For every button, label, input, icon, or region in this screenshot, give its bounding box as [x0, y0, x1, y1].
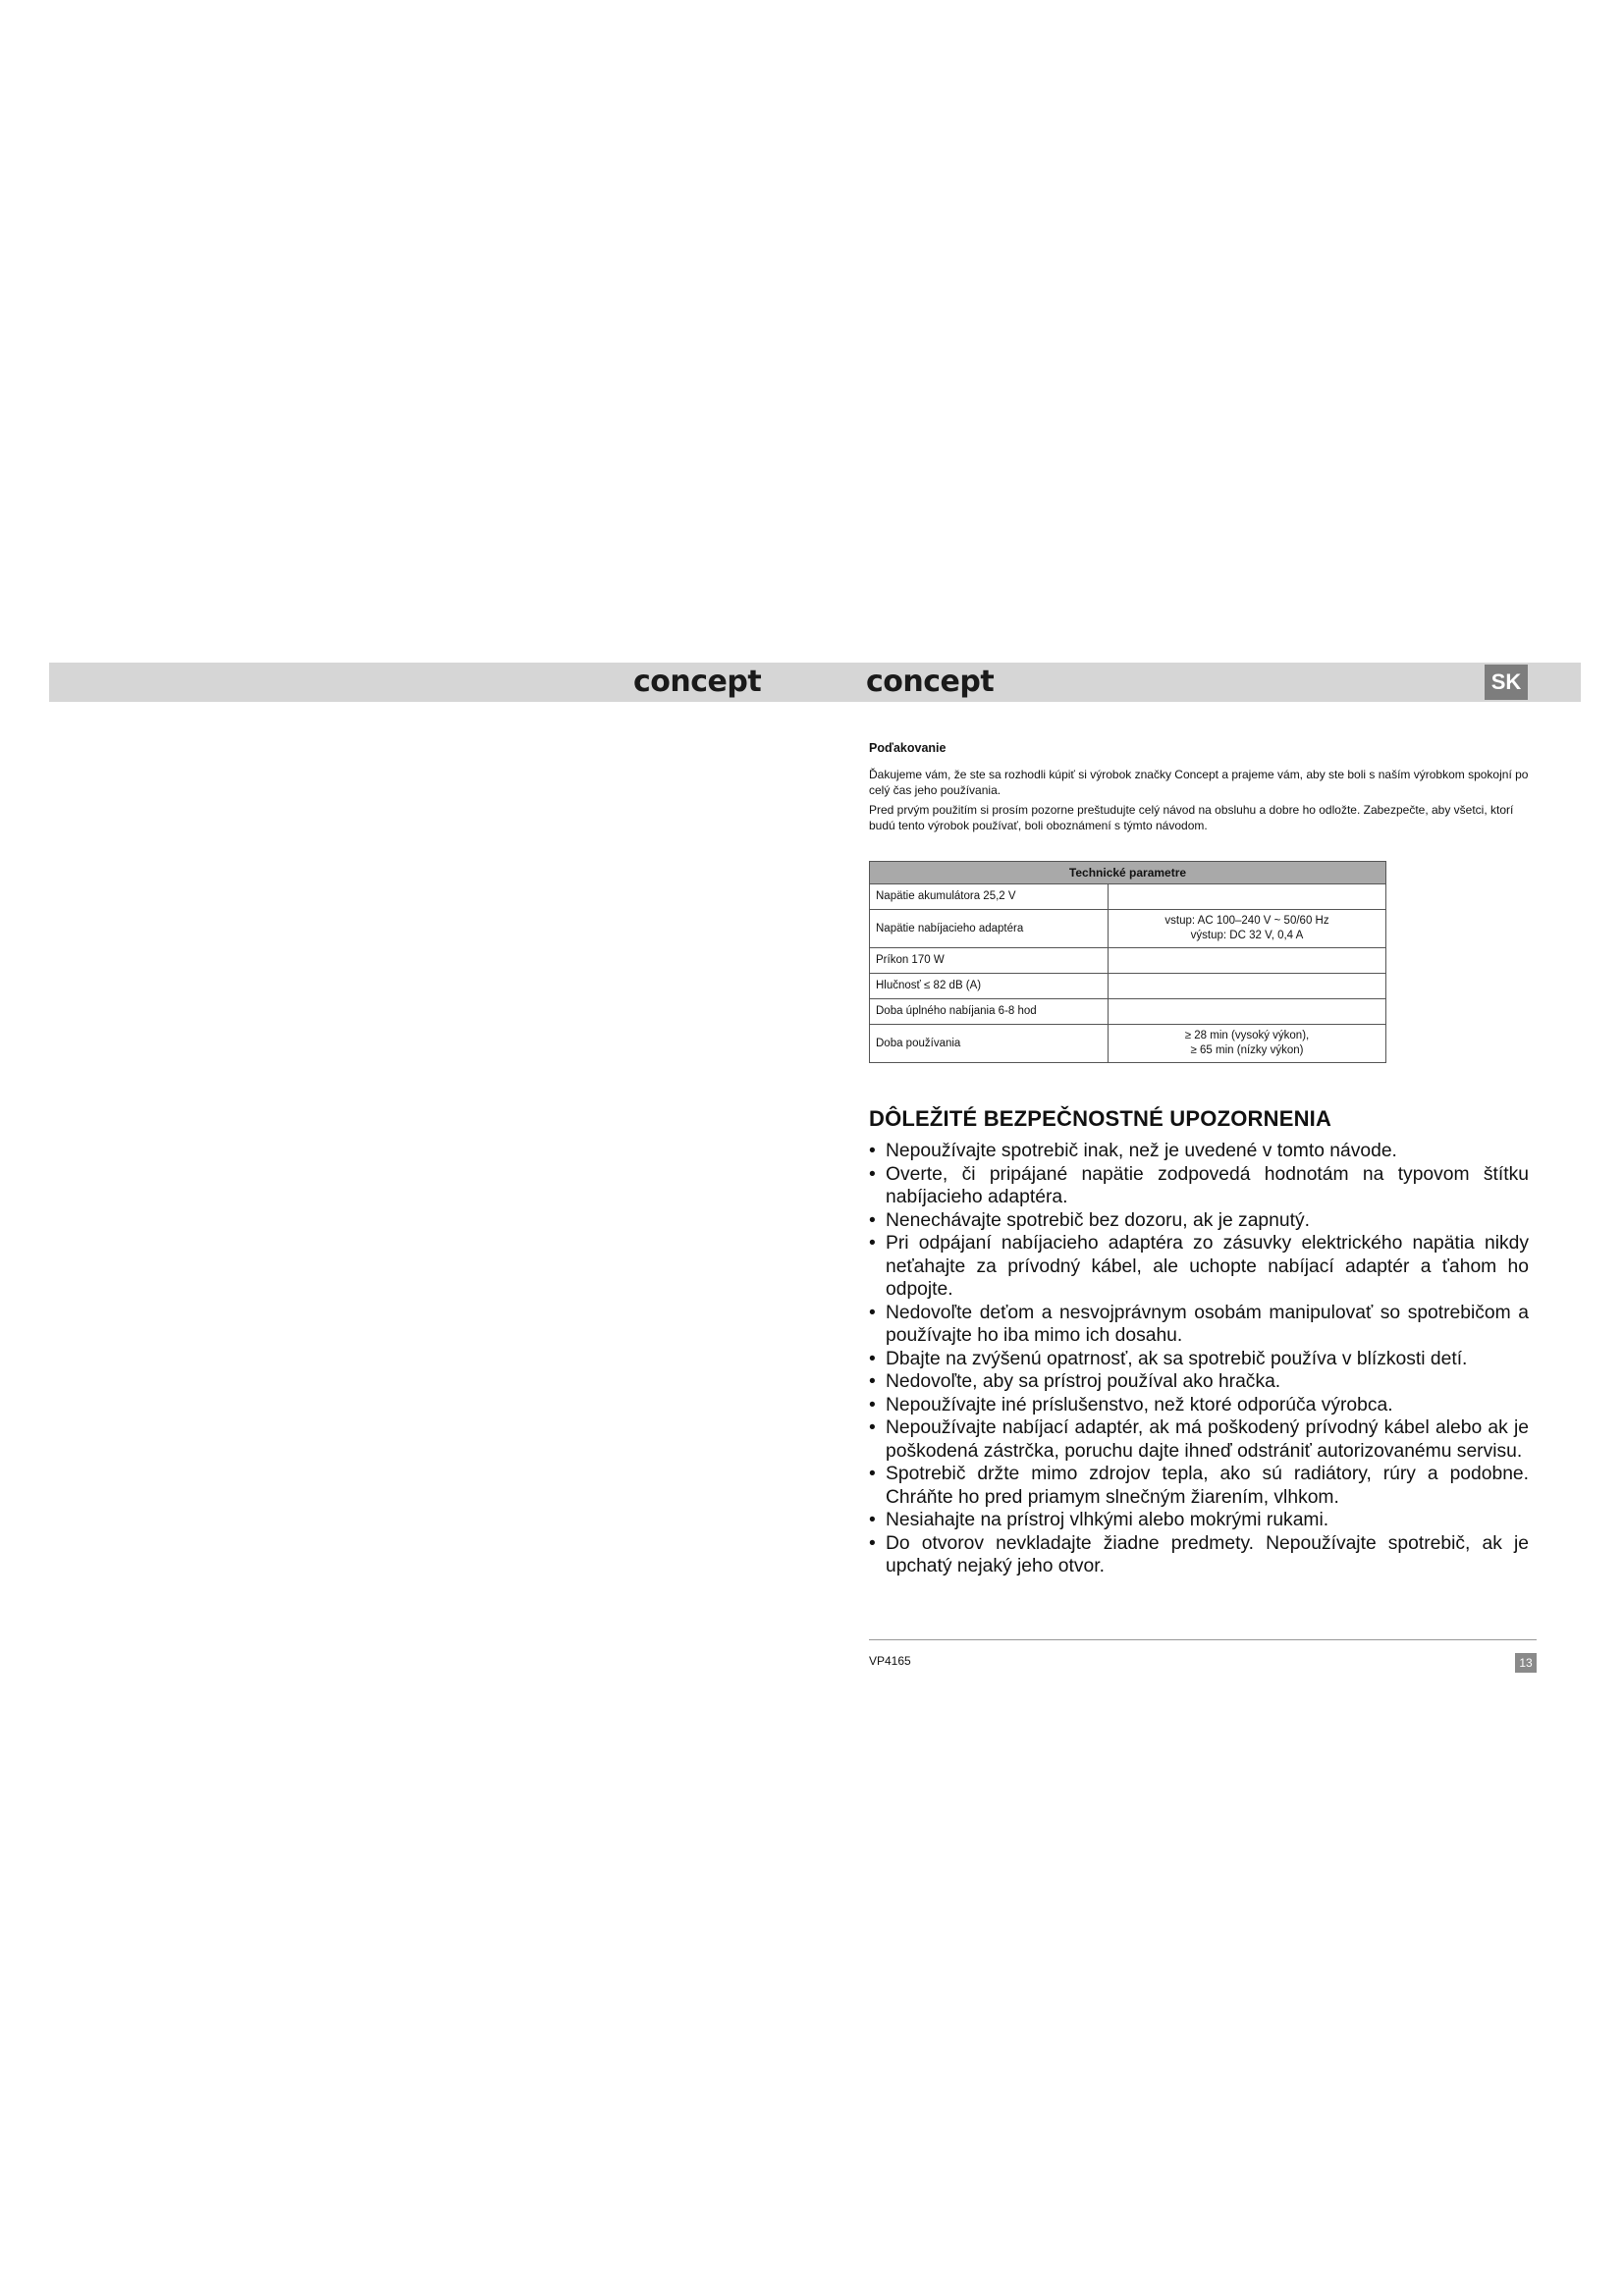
list-item: • Nesiahajte na prístroj vlhkými alebo mokrými rukami.	[869, 1509, 1529, 1532]
list-item: • Nepoužívajte spotrebič inak, než je uvedené v tomto návode.	[869, 1140, 1529, 1163]
page-content	[869, 731, 1529, 1578]
intro-paragraph: Pred prvým použitím si prosím pozorne preštudujte celý návod na obsluhu a dobre ho odložte. Zabezpečte, aby všetci, ktorí budú tento výrobok používať, boli oboznámení s týmto návodom.	[869, 803, 1514, 832]
table-row	[870, 910, 1386, 948]
spec-value: vstup: AC 100–240 V ~ 50/60 Hz výstup: DC 32 V, 0,4 A	[1109, 910, 1386, 948]
spec-value	[1109, 974, 1386, 999]
spec-label: Doba používania	[870, 1025, 1109, 1063]
spec-value	[1109, 884, 1386, 910]
list-item: • Do otvorov nevkladajte žiadne predmety. Nepoužívajte spotrebič, ak je upchatý nejaký jeho otvor.	[869, 1532, 1529, 1578]
safety-list	[869, 1140, 1529, 1578]
list-item: • Dbajte na zvýšenú opatrnosť, ak sa spotrebič používa v blízkosti detí.	[869, 1348, 1529, 1371]
list-item: • Overte, či pripájané napätie zodpovedá hodnotám na typovom štítku nabíjacieho adaptéra.	[869, 1163, 1529, 1209]
spec-value	[1109, 948, 1386, 974]
list-item: • Nedovoľte, aby sa prístroj používal ako hračka.	[869, 1370, 1529, 1394]
spec-value: ≥ 28 min (vysoký výkon), ≥ 65 min (nízky výkon)	[1109, 1025, 1386, 1063]
spec-table-title: Technické parametre	[870, 862, 1386, 884]
brand-logo-right: concept	[866, 665, 995, 699]
list-item: • Nepoužívajte nabíjací adaptér, ak má poškodený prívodný kábel alebo ak je poškodená zástrčka, poruchu dajte ihneď odstrániť autorizovanému servisu.	[869, 1416, 1529, 1463]
list-item: • Nedovoľte deťom a nesvojprávnym osobám manipulovať so spotrebičom a používajte ho iba mimo ich dosahu.	[869, 1302, 1529, 1348]
table-row	[870, 884, 1386, 910]
header-band	[49, 663, 1581, 702]
intro-paragraph: Ďakujeme vám, že ste sa rozhodli kúpiť si výrobok značky Concept a prajeme vám, aby ste boli s naším výrobkom spokojní po celý čas jeho používania.	[869, 768, 1529, 797]
language-badge: SK	[1485, 665, 1528, 700]
safety-heading: DÔLEŽITÉ BEZPEČNOSTNÉ UPOZORNENIA	[869, 1106, 1332, 1131]
table-row	[870, 999, 1386, 1025]
table-row	[870, 974, 1386, 999]
list-item: • Nepoužívajte iné príslušenstvo, než ktoré odporúča výrobca.	[869, 1394, 1529, 1417]
table-row	[870, 948, 1386, 974]
table-row	[870, 1025, 1386, 1063]
list-item: • Spotrebič držte mimo zdrojov tepla, ako sú radiátory, rúry a podobne. Chráňte ho pred priamym slnečným žiarením, vlhkom.	[869, 1463, 1529, 1509]
intro-heading: Poďakovanie	[869, 741, 947, 755]
list-item: • Pri odpájaní nabíjacieho adaptéra zo zásuvky elektrického napätia nikdy neťahajte za prívodný kábel, ale uchopte nabíjací adaptér a ťahom ho odpojte.	[869, 1232, 1529, 1302]
spec-label: Príkon 170 W	[870, 948, 1109, 974]
model-number: VP4165	[869, 1654, 911, 1668]
spec-value	[1109, 999, 1386, 1025]
spec-label: Hlučnosť ≤ 82 dB (A)	[870, 974, 1109, 999]
page-number: 13	[1515, 1653, 1537, 1673]
footer-divider	[869, 1639, 1537, 1640]
spec-label: Doba úplného nabíjania 6-8 hod	[870, 999, 1109, 1025]
list-item: • Nenechávajte spotrebič bez dozoru, ak je zapnutý.	[869, 1209, 1529, 1233]
spec-label: Napätie nabíjacieho adaptéra	[870, 910, 1109, 948]
brand-logo-left: concept	[633, 665, 762, 699]
spec-label: Napätie akumulátora 25,2 V	[870, 884, 1109, 910]
spec-table	[869, 861, 1386, 1063]
